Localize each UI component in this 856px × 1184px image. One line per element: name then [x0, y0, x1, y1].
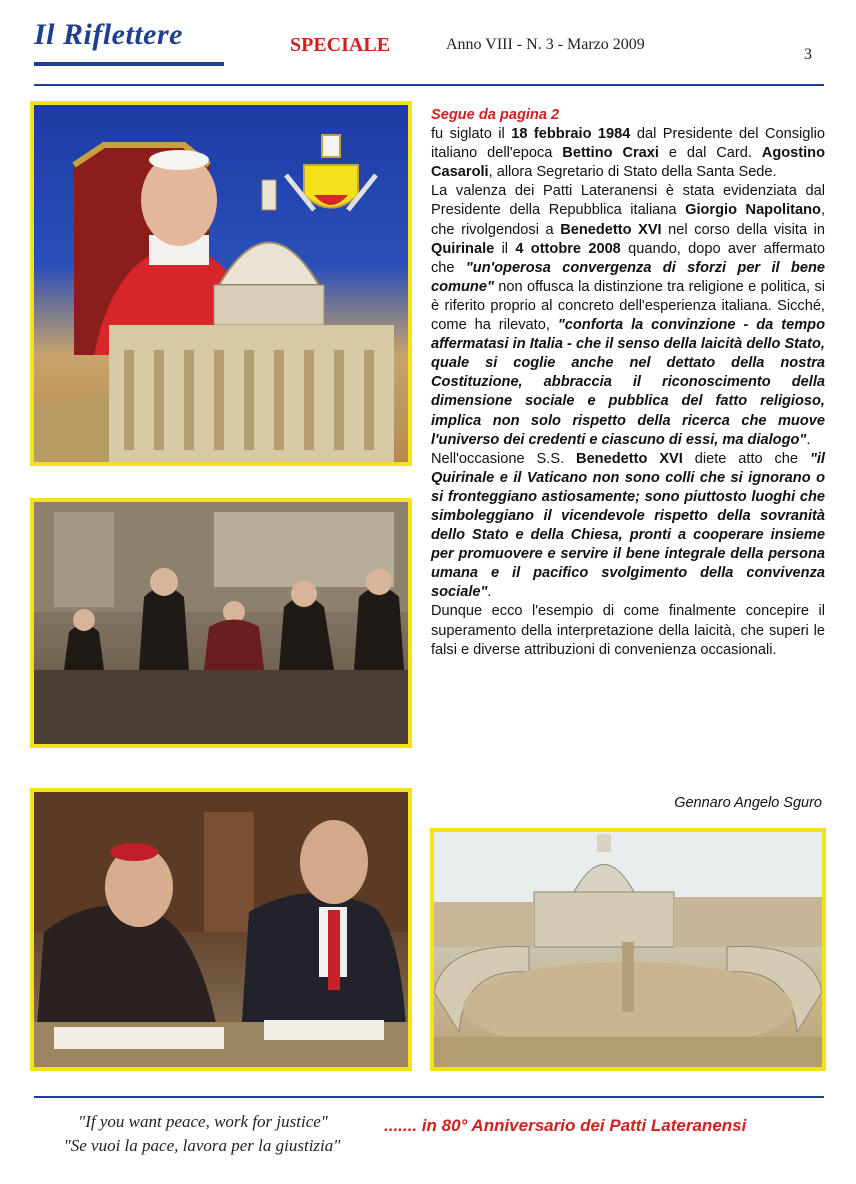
anniversary-banner: ....... in 80° Anniversario dei Patti Lateranensi	[384, 1116, 747, 1135]
signing-1984-illustration	[34, 792, 408, 1067]
text-run: , che rivolgendosi a	[431, 202, 825, 238]
person-name: Benedetto XVI	[576, 450, 683, 467]
text-run: diete atto che	[682, 450, 810, 467]
person-name: Benedetto XVI	[560, 221, 662, 238]
text-run: quando, dopo aver affermato che	[431, 240, 826, 276]
quotation: "il Quirinale e il Vaticano non sono colli che si ignorano o si fronteggiano astiosamente; sono piuttosto luoghi che simboleggiano il vicendevole rispetto della sovranità dello Stato e della Chiesa, pronti a cooperare insieme per promuovere e servire il bene integrale della persona umana e il pacifico svolgimento della convivenza sociale"	[431, 450, 825, 601]
photo-agreement-signing-1984	[30, 788, 412, 1071]
person-name: Agostino Casaroli	[431, 145, 826, 181]
text-run: Nell'occasione S.S.	[431, 450, 577, 467]
text-run: dal Presidente del Consiglio italiano dell'epoca	[431, 126, 825, 162]
article-author: Gennaro Angelo Sguro	[674, 795, 822, 811]
quotation: "conforta la convinzione - da tempo affermatasi in Italia - che il senso della laicità dello Stato, quale si coglie anche nel dettato della nostra Costituzione, abbraccia il riconoscimento della dimensione sociale e pubblica del fatto religioso, implica non solo rispetto della ricerca che muove l'universo dei credenti e ciascuno di essi, ma dialogo"	[431, 317, 825, 448]
text-run: il	[494, 240, 516, 257]
place-name: Quirinale	[431, 240, 495, 257]
article-paragraph-2	[431, 182, 825, 449]
pope-basilica-illustration	[34, 105, 408, 462]
photo-st-peters-square	[430, 828, 826, 1071]
motto-italian: "Se vuoi la pace, lavora per la giustizia"	[63, 1136, 341, 1155]
signing-1929-illustration	[34, 502, 408, 744]
header-divider	[34, 84, 824, 86]
date-emphasis: 18 febbraio 1984	[511, 126, 631, 143]
coat-of-arms-icon	[286, 135, 376, 210]
person-name: Bettino Craxi	[562, 145, 659, 162]
person-name: Giorgio Napolitano	[685, 202, 821, 219]
issue-info: Anno VIII - N. 3 - Marzo 2009	[446, 36, 645, 53]
motto-english: "If you want peace, work for justice"	[78, 1112, 328, 1131]
text-run: e dal Card.	[658, 145, 762, 162]
quotation: "un'operosa convergenza di sforzi per il bene comune"	[431, 259, 825, 295]
masthead-logo: Il Riflettere	[34, 18, 183, 51]
article-paragraph-1	[431, 125, 825, 182]
article-body	[431, 106, 825, 660]
text-run: , allora Segretario di Stato della Santa Sede.	[488, 164, 777, 181]
text-run: La valenza dei Patti Lateranensi è stata evidenziata dal Presidente della Repubblica italiana	[431, 183, 825, 219]
article-paragraph-4: Dunque ecco l'esempio di come finalmente concepire il superamento della interpretazione della laicità, che superi le falsi e diverse attribuzioni di convenienza occasionali.	[431, 603, 825, 658]
text-run: nel corso della visita in	[661, 221, 825, 238]
section-label: SPECIALE	[290, 34, 391, 56]
st-peters-square-illustration	[434, 832, 822, 1067]
date-emphasis: 4 ottobre 2008	[515, 240, 621, 257]
photo-lateran-signing-1929	[30, 498, 412, 748]
text-run: fu siglato il	[431, 126, 512, 143]
text-run: .	[487, 584, 492, 601]
footer-divider	[34, 1096, 824, 1098]
logo-underline	[34, 62, 224, 66]
article-paragraph-3	[431, 450, 825, 603]
photo-pope-basilica	[30, 101, 412, 466]
text-run: .	[806, 431, 811, 448]
continued-from	[431, 106, 825, 125]
text-run: non offusca la distinzione tra religione e politica, si è riferito proprio al concreto dell'esperienza italiana. Sicché, come ha rilevato,	[431, 278, 825, 334]
page-number: 3	[804, 46, 812, 63]
continued-label: Segue da pagina 2	[431, 107, 560, 123]
